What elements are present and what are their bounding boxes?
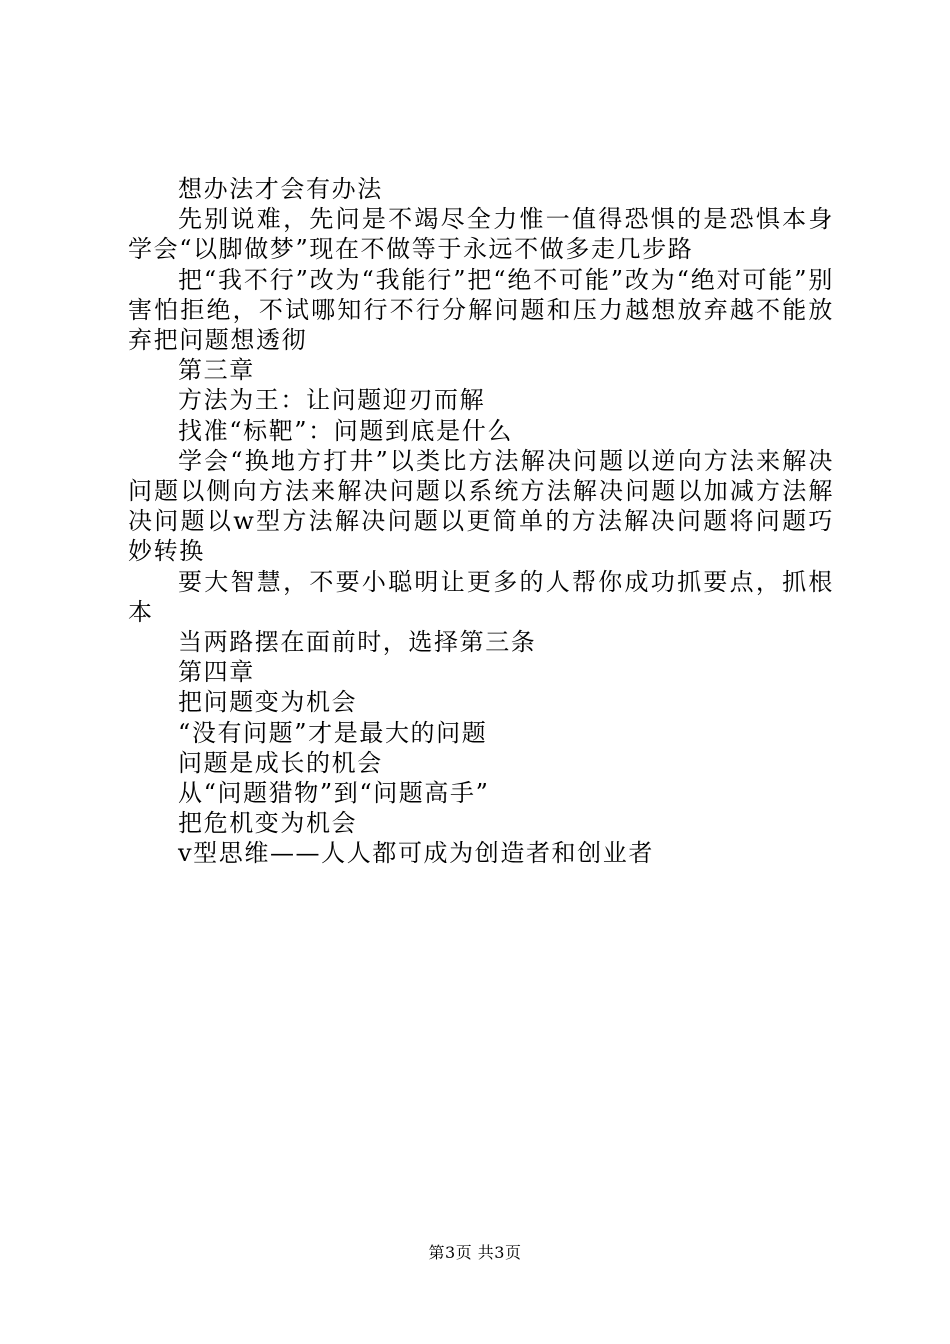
chapter-heading-4: 第四章 [178,658,255,687]
paragraph-9: 当两路摆在面前时，选择第三条 [178,628,537,657]
paragraph-11: 把问题变为机会 [178,688,358,717]
chapter-heading-3: 第三章 [178,356,255,385]
paragraph-6: 找准“标靶”：问题到底是什么 [178,416,513,445]
paragraph-13: 问题是成长的机会 [178,748,383,777]
paragraph-5: 方法为王：让问题迎刃而解 [178,386,486,415]
paragraph-1: 想办法才会有办法 [178,175,383,203]
paragraph-16: v型思维——人人都可成为创造者和创业者 [178,839,654,868]
page-number-footer: 第3页 共3页 [428,1243,522,1262]
paragraph-3: 把“我不行”改为“我能行”把“绝不可能”改为“绝对可能”别害怕拒绝，不试哪知行不行分解问题和压力越想放弃越不能放弃把问题想透彻 [128,265,834,355]
paragraph-15: 把危机变为机会 [178,809,358,838]
paragraph-14: 从“问题猎物”到“问题高手” [178,779,490,808]
paragraph-12: “没有问题”才是最大的问题 [178,718,488,747]
paragraph-8: 要大智慧，不要小聪明让更多的人帮你成功抓要点，抓根本 [128,567,834,626]
paragraph-2: 先别说难，先问是不竭尽全力惟一值得恐惧的是恐惧本身学会“以脚做梦”现在不做等于永远不做多走几步路 [128,205,834,264]
document-body [128,174,834,869]
paragraph-7: 学会“换地方打井”以类比方法解决问题以逆向方法来解决问题以侧向方法来解决问题以系统方法解决问题以加减方法解决问题以w型方法解决问题以更简单的方法解决问题将问题巧妙转换 [128,446,834,566]
